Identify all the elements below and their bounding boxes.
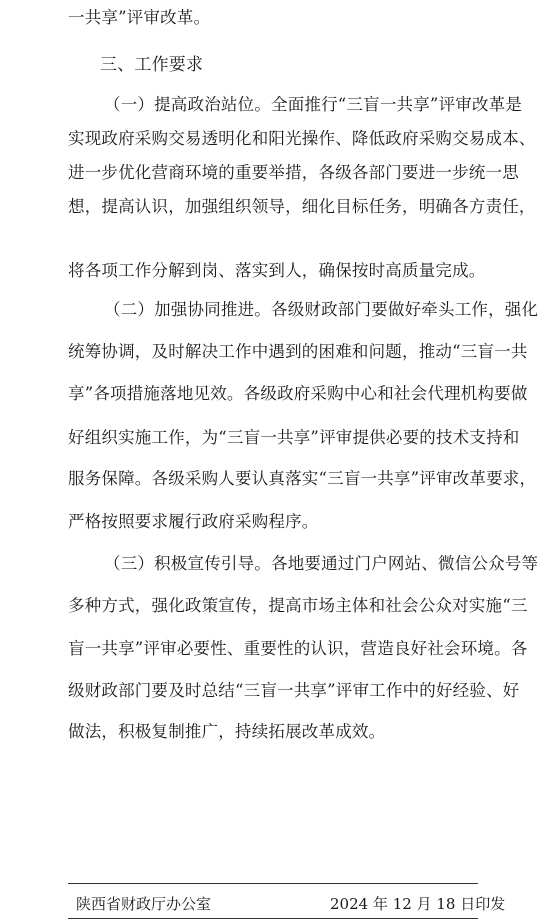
paragraph-line: 严格按照要求履行政府采购程序。 [68, 512, 319, 531]
paragraph-line: （二）加强协同推进。各级财政部门要做好牵头工作，强化 [104, 300, 539, 319]
footer-bottom-rule [68, 918, 478, 919]
paragraph-line: 做法，积极复制推广，持续拓展改革成效。 [68, 722, 386, 741]
paragraph-line: （一）提高政治站位。全面推行“三盲一共享”评审改革是 [104, 95, 523, 114]
paragraph-line: 进一步优化营商环境的重要举措，各级各部门要进一步统一思 [68, 163, 519, 182]
paragraph-line: 好组织实施工作，为“三盲一共享”评审提供必要的技术支持和 [68, 428, 520, 447]
footer-issuer: 陕西省财政厅办公室 [76, 895, 212, 913]
paragraph-line: 想，提高认识，加强组织领导，细化目标任务，明确各方责任， [68, 197, 536, 216]
top-fragment: 一共享”评审改革。 [68, 8, 211, 27]
paragraph-line: （三）积极宣传引导。各地要通过门户网站、微信公众号等 [104, 554, 539, 573]
paragraph-line: 将各项工作分解到岗、落实到人，确保按时高质量完成。 [68, 261, 486, 280]
paragraph-line: 服务保障。各级采购人要认真落实“三盲一共享”评审改革要求， [68, 469, 537, 488]
paragraph-line: 统筹协调，及时解决工作中遇到的困难和问题，推动“三盲一共 [68, 342, 528, 361]
paragraph-line: 多种方式，强化政策宣传，提高市场主体和社会公众对实施“三 [68, 596, 528, 615]
section-heading: 三、工作要求 [100, 55, 204, 75]
paragraph-line: 级财政部门要及时总结“三盲一共享”评审工作中的好经验、好 [68, 681, 520, 700]
footer-top-rule [68, 883, 478, 884]
footer-date: 2024 年 12 月 18 日印发 [330, 895, 506, 913]
paragraph-line: 享”各项措施落地见效。各级政府采购中心和社会代理机构要做 [68, 384, 528, 403]
paragraph-line: 实现政府采购交易透明化和阳光操作、降低政府采购交易成本、 [68, 129, 536, 148]
paragraph-line: 盲一共享”评审必要性、重要性的认识，营造良好社会环境。各 [68, 639, 528, 658]
